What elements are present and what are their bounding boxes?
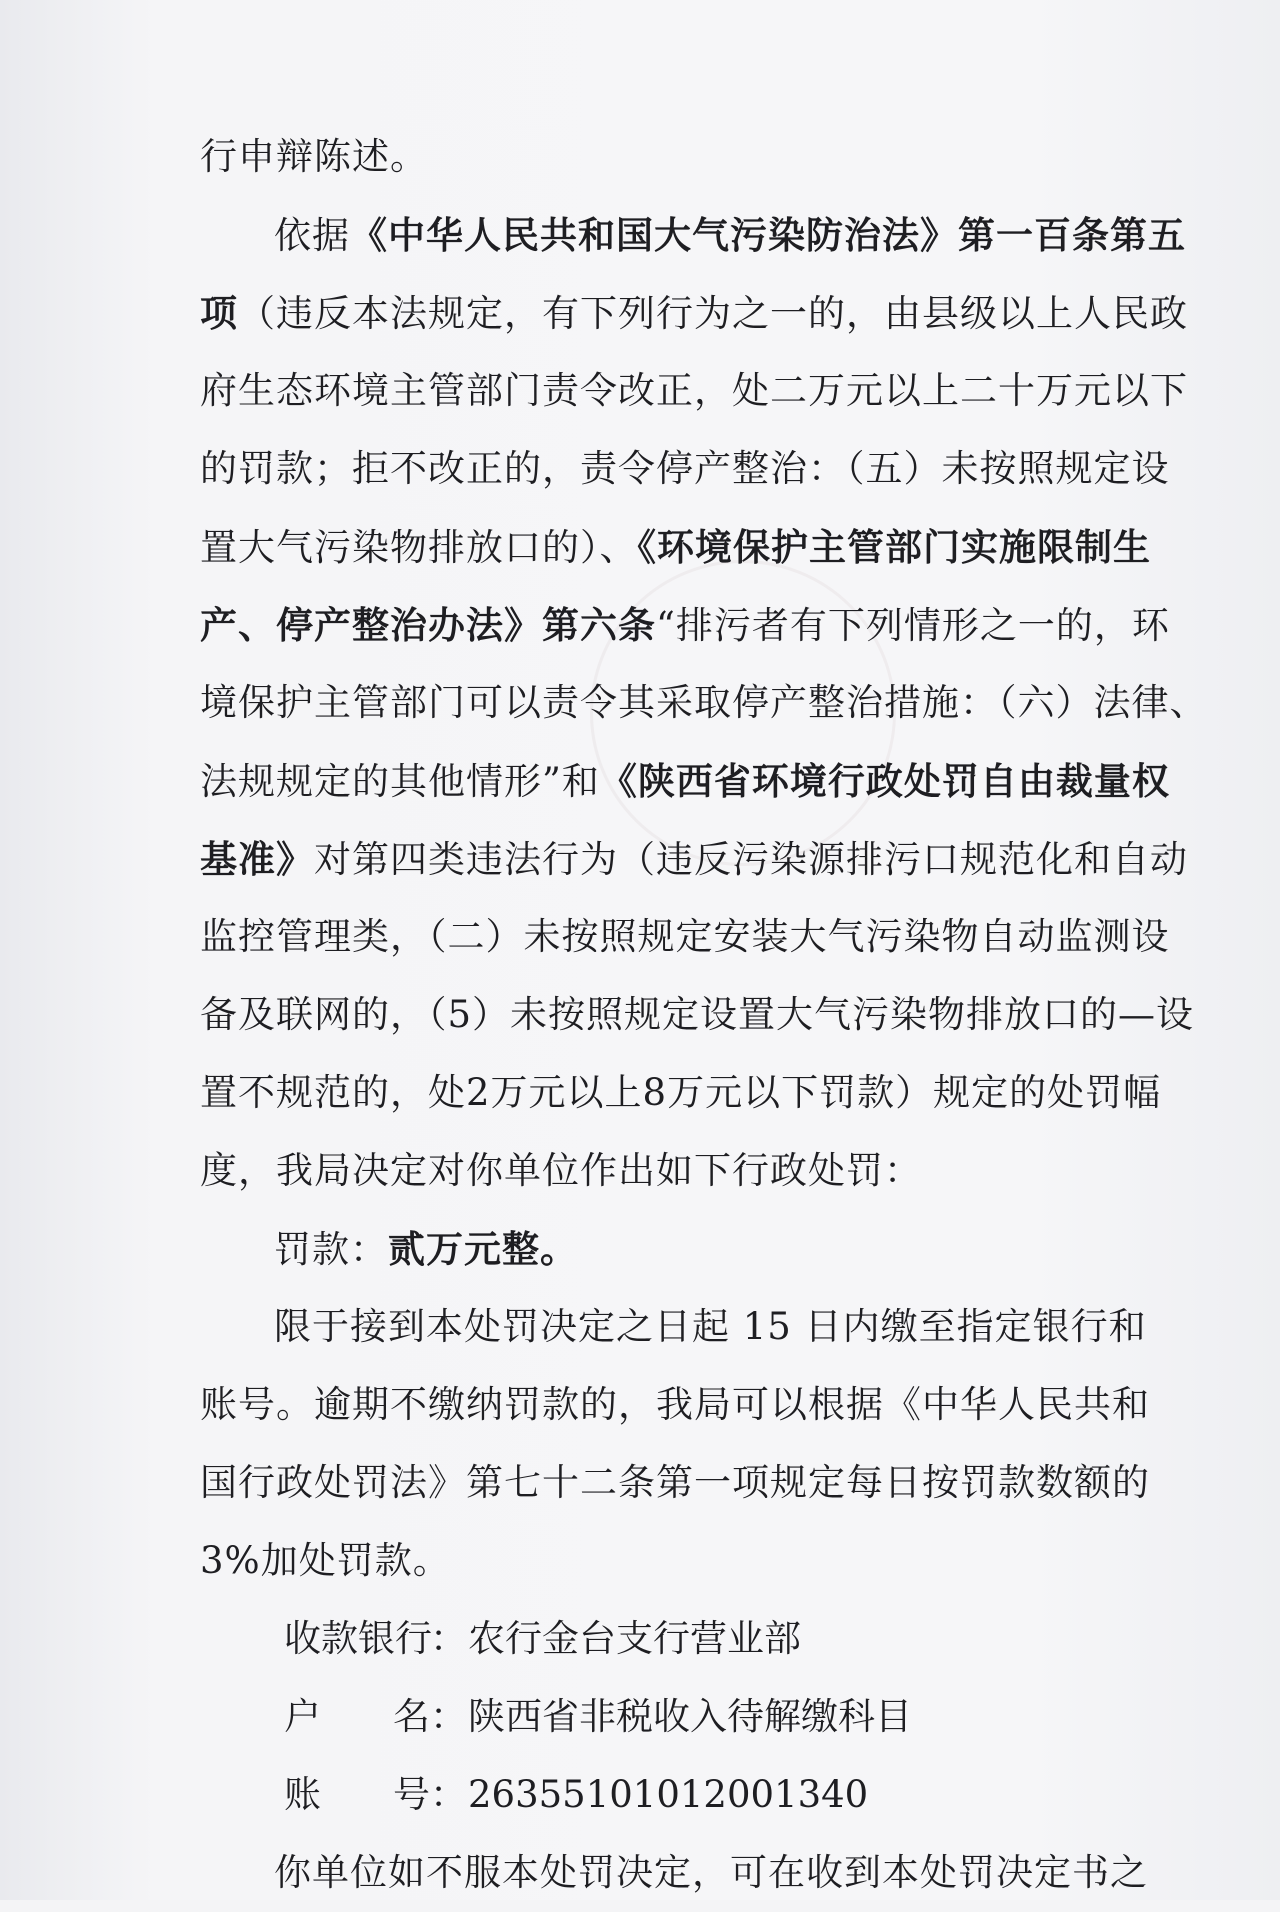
paragraph-2-line-2 xyxy=(200,274,1188,352)
paragraph-2-line-13: 度，我局决定对你单位作出如下行政处罚： xyxy=(200,1149,922,1192)
account-number-value: 26355101012001340 xyxy=(468,1773,869,1816)
paragraph-2-line-6 xyxy=(200,586,1170,664)
text-fragment: 对第四类违法行为（违反污染源排污口规范化和自动 xyxy=(314,838,1188,881)
text-fragment: （违反本法规定，有下列行为之一的，由县级以上人民政 xyxy=(238,292,1188,335)
law-title-shaanxi-discretion: 《陕西省环境行政处罚自由裁量权 xyxy=(599,759,1170,803)
penalty-label: 罚款： xyxy=(274,1228,388,1271)
law-title-shaanxi-discretion-cont: 基准》 xyxy=(200,837,314,881)
paragraph-2-line-12: 置不规范的，处2万元以上8万元以下罚款）规定的处罚幅 xyxy=(200,1071,1162,1114)
paragraph-3-line-1: 限于接到本处罚决定之日起 15 日内缴至指定银行和 xyxy=(274,1305,1147,1348)
account-number-colon: ： xyxy=(430,1773,467,1816)
law-title-air-pollution: 《中华人民共和国大气污染防治法》第一百条第五 xyxy=(350,213,1186,257)
text-fragment: 置大气污染物排放口的）、 xyxy=(200,526,638,569)
penalty-amount: 贰万元整。 xyxy=(388,1227,578,1271)
law-title-env-protection-cont: 产、停产整治办法》第六条 xyxy=(200,603,656,647)
paragraph-2-line-10: 监控管理类，（二）未按照规定安装大气污染物自动监测设 xyxy=(200,915,1170,958)
text-fragment: 法规规定的其他情形”和 xyxy=(200,760,600,803)
paragraph-2-line-8 xyxy=(200,742,1170,820)
law-title-env-protection: 《环境保护主管部门实施限制生 xyxy=(637,525,1151,569)
document-body xyxy=(200,118,1208,1912)
bank-row xyxy=(200,1600,1120,1678)
paragraph-4-line-1: 你单位如不服本处罚决定，可在收到本处罚决定书之 xyxy=(274,1851,1148,1894)
account-name-label: 户名 xyxy=(284,1695,430,1738)
account-name-colon: ： xyxy=(430,1695,467,1738)
text-fragment: 项 xyxy=(200,291,238,335)
paragraph-2-line-7: 境保护主管部门可以责令其采取停产整治措施：（六）法律、 xyxy=(200,681,1208,724)
paragraph-2-line-9 xyxy=(200,820,1188,898)
paragraph-3-line-2: 账号。逾期不缴纳罚款的，我局可以根据《中华人民共和 xyxy=(200,1383,1150,1426)
paragraph-2-line-4: 的罚款；拒不改正的，责令停产整治：（五）未按照规定设 xyxy=(200,447,1170,490)
account-number-label: 账号 xyxy=(284,1773,430,1816)
paragraph-2-line-1 xyxy=(200,196,1186,274)
account-name-row xyxy=(200,1678,1120,1756)
penalty-line xyxy=(200,1210,1120,1288)
paragraph-1-line-1: 行申辩陈述。 xyxy=(200,135,428,178)
account-number-row xyxy=(200,1756,1120,1834)
text-fragment: “排污者有下列情形之一的，环 xyxy=(656,604,1170,647)
paragraph-2-line-3: 府生态环境主管部门责令改正，处二万元以上二十万元以下 xyxy=(200,369,1188,412)
paragraph-2-line-11: 备及联网的，（5）未按照规定设置大气污染物排放口的—设 xyxy=(200,993,1195,1036)
paragraph-2-line-5 xyxy=(200,508,1151,586)
bank-colon: ： xyxy=(430,1617,467,1660)
bank-value: 农行金台支行营业部 xyxy=(468,1617,801,1660)
text-fragment: 依据 xyxy=(274,214,350,257)
paragraph-3-line-4: 3%加处罚款。 xyxy=(200,1539,451,1582)
paragraph-3-line-3: 国行政处罚法》第七十二条第一项规定每日按罚款数额的 xyxy=(200,1461,1150,1504)
bank-label: 收款银行 xyxy=(284,1617,432,1660)
account-name-value: 陕西省非税收入待解缴科目 xyxy=(468,1695,912,1738)
